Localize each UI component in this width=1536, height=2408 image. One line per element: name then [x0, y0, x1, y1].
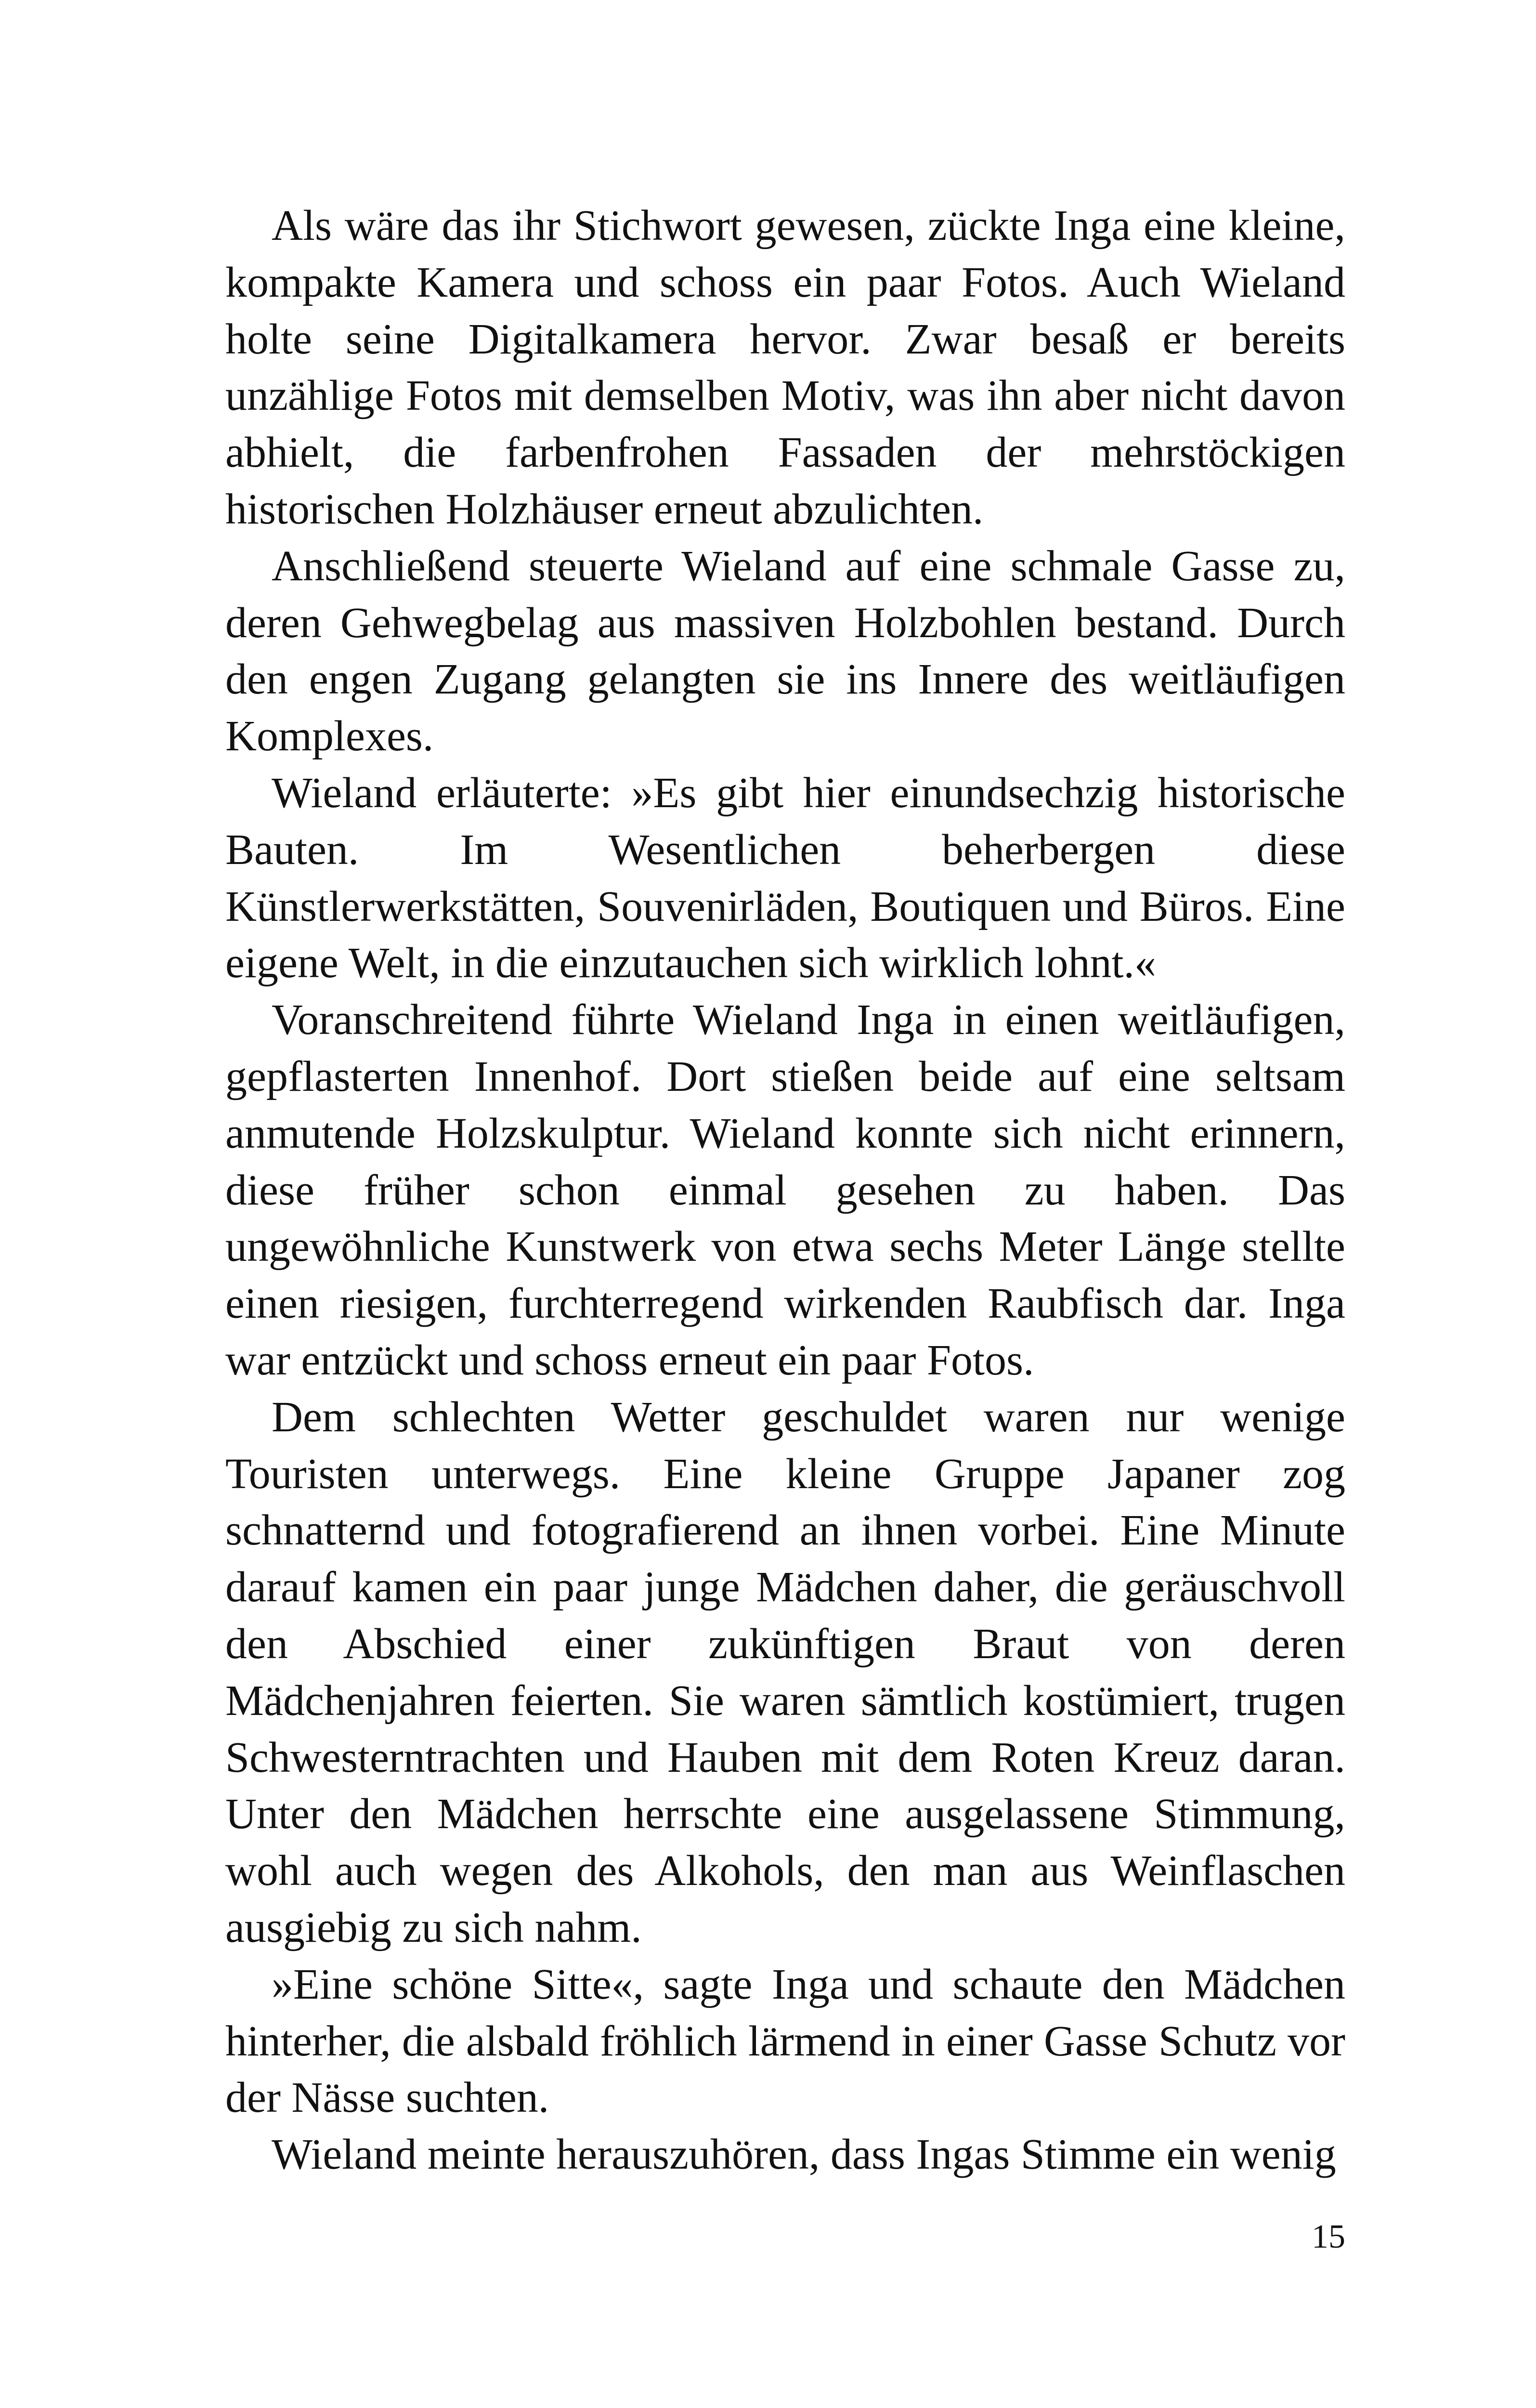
- page-number: 15: [1312, 2218, 1345, 2255]
- paragraph: Als wäre das ihr Stichwort gewesen, zückte Inga eine kleine, kompakte Kamera und schoss ein paar Fotos. Auch Wieland holte seine Digitalkamera hervor. Zwar besaß er bereits unzählige Fotos mit demselben Motiv, was ihn aber nicht davon abhielt, die farbenfrohen Fassaden der mehrstöckigen historischen Holzhäuser erneut abzulichten.: [225, 202, 1345, 533]
- paragraph: Voranschreitend führte Wieland Inga in einen weitläufigen, gepflasterten Innenhof. Dort stießen beide auf eine seltsam anmutende Holzskulptur. Wieland konnte sich nicht erinnern, diese früher schon einmal gesehen zu haben. Das ungewöhnliche Kunstwerk von etwa sechs Meter Länge stellte einen riesigen, furchterregend wirkenden Raubfisch dar. Inga war entzückt und schoss erneut ein paar Fotos.: [225, 996, 1345, 1384]
- paragraph: Dem schlechten Wetter geschuldet waren nur wenige Touristen unterwegs. Eine kleine Gruppe Japaner zog schnatternd und fotografierend an ihnen vorbei. Eine Minute darauf kamen ein paar junge Mädchen daher, die geräuschvoll den Abschied einer zukünftigen Braut von deren Mädchenjahren feierten. Sie waren sämtlich kostümiert, trugen Schwesterntrachten und Hauben mit dem Roten Kreuz daran. Unter den Mädchen herrschte eine ausgelassene Stimmung, wohl auch wegen des Alkohols, den man aus Weinflaschen ausgiebig zu sich nahm.: [225, 1393, 1345, 1951]
- paragraph: Wieland erläuterte: »Es gibt hier einundsechzig historische Bauten. Im Wesentlichen beherbergen diese Künstlerwerkstätten, Souvenirläden, Boutiquen und Büros. Eine eigene Welt, in die einzutauchen sich wirklich lohnt.«: [225, 769, 1345, 987]
- paragraph-last: Wieland meinte herauszuhören, dass Ingas Stimme ein wenig: [272, 2131, 1336, 2179]
- paragraph: »Eine schöne Sitte«, sagte Inga und schaute den Mädchen hinterher, die alsbald fröhlich lärmend in einer Gasse Schutz vor der Nässe suchten.: [225, 1960, 1345, 2122]
- paragraph: Anschließend steuerte Wieland auf eine schmale Gasse zu, deren Gehwegbelag aus massiven Holzbohlen bestand. Durch den engen Zugang gelangten sie ins Innere des weitläufigen Komplexes.: [225, 542, 1345, 760]
- body-text: [225, 197, 1345, 2183]
